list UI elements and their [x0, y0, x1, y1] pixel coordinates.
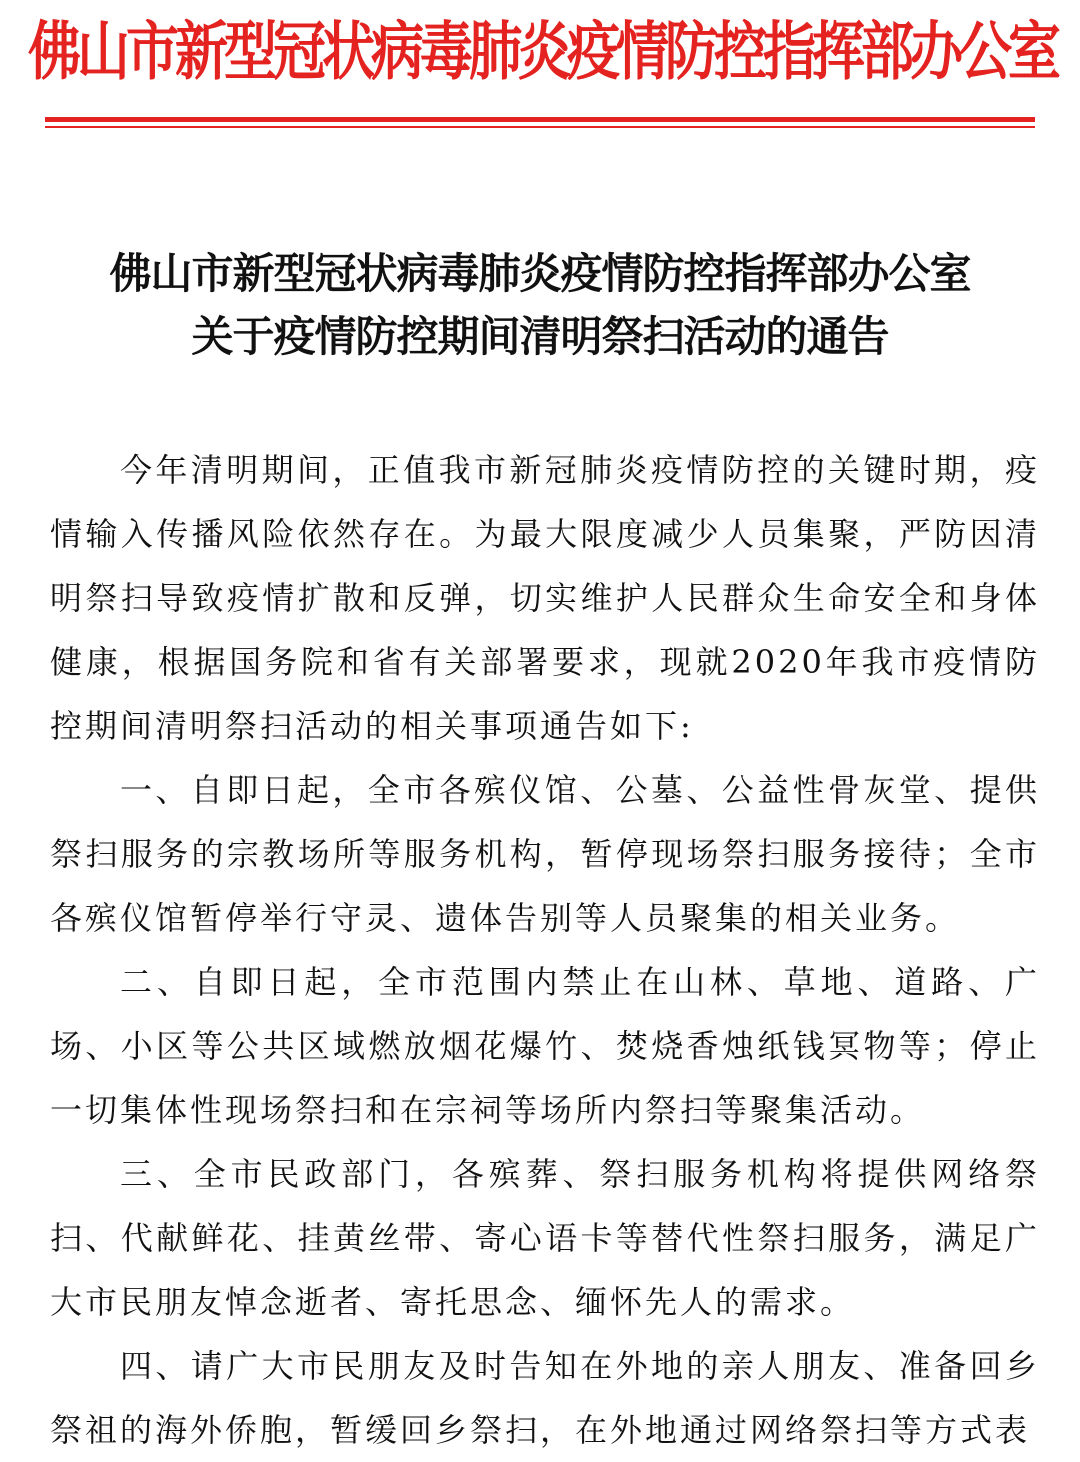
document-title-line-2: 关于疫情防控期间清明祭扫活动的通告 — [191, 312, 889, 361]
body-paragraph-intro: 今年清明期间，正值我市新冠肺炎疫情防控的关键时期，疫情输入传播风险依然存在。为最大限度减少人员集聚，严防因清明祭扫导致疫情扩散和反弹，切实维护人民群众生命安全和身体健康，根据国务院和省有关部署要求，现就2020年我市疫情防控期间清明祭扫活动的相关事项通告如下: — [50, 451, 1040, 745]
letterhead-red-rule-thin — [45, 126, 1035, 128]
document-body — [50, 438, 1040, 1462]
letterhead-org-name: 佛山市新型冠状病毒肺炎疫情防控指挥部办公室 — [28, 14, 1057, 90]
letterhead-red-rule-thick — [45, 117, 1035, 122]
body-paragraph-item-4: 四、请广大市民朋友及时告知在外地的亲人朋友、准备回乡祭祖的海外侨胞，暂缓回乡祭扫，在外地通过网络祭扫等方式表 — [50, 1347, 1040, 1449]
body-paragraph-item-2: 二、自即日起，全市范围内禁止在山林、草地、道路、广场、小区等公共区域燃放烟花爆竹、焚烧香烛纸钱冥物等；停止一切集体性现场祭扫和在宗祠等场所内祭扫等聚集活动。 — [50, 963, 1040, 1129]
body-paragraph-item-1: 一、自即日起，全市各殡仪馆、公墓、公益性骨灰堂、提供祭扫服务的宗教场所等服务机构，暂停现场祭扫服务接待；全市各殡仪馆暂停举行守灵、遗体告别等人员聚集的相关业务。 — [50, 771, 1040, 937]
document-title-line-1: 佛山市新型冠状病毒肺炎疫情防控指挥部办公室 — [109, 249, 971, 298]
body-paragraph-item-3: 三、全市民政部门，各殡葬、祭扫服务机构将提供网络祭扫、代献鲜花、挂黄丝带、寄心语卡等替代性祭扫服务，满足广大市民朋友悼念逝者、寄托思念、缅怀先人的需求。 — [50, 1155, 1040, 1321]
